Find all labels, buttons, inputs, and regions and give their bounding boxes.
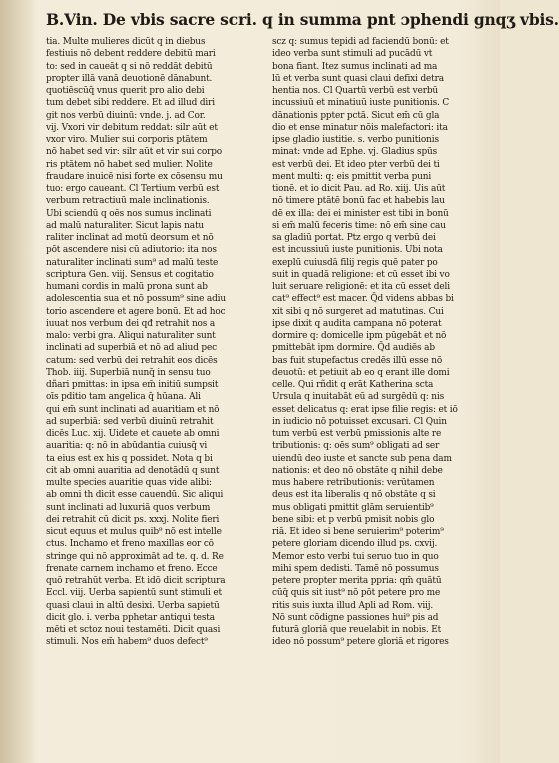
text-line: ipse dixit q audita campana nō poterat xyxy=(272,318,442,329)
text-line: nō timere ptātē bonū fac et habebis lau xyxy=(272,196,445,207)
text-line: suit in quadā religione: et cū esset ibi vo xyxy=(272,269,450,280)
text-line: ipse gladio iustitie. s. verbo punitionis xyxy=(272,135,439,145)
text-line: dicēs Luc. xij. Uidete et cauete ab omni xyxy=(46,429,220,439)
text-line: incussiuū et minatiuū iuste punitionis. C xyxy=(272,98,450,109)
text-line: ris ptātem nō habet sed mulier. Nolite xyxy=(46,159,213,170)
text-line: si em̄ malū feceris time: nō em̄ sine cau xyxy=(272,220,446,231)
text-line: nō habet sed vir: silr aūt et vir sui corpo xyxy=(46,147,223,158)
text-line: nationis: et deo nō obstāte q nihil debe xyxy=(272,465,443,476)
text-columns xyxy=(46,36,486,649)
text-line: propter illā vanā deuotionē dānabunt. xyxy=(46,73,213,84)
text-line: iuuat nos verbum dei qđ retrahit nos a xyxy=(46,318,216,329)
text-line: bene sibi: et p verbū pmisit nobis glo xyxy=(272,514,435,525)
text-line: tributionis: q: oēs sum⁹ obligati ad ser xyxy=(272,441,440,452)
text-line: Memor esto verbi tui seruo tuo in quo xyxy=(272,551,439,562)
text-line: ctus. Inchamo et freno maxillas eor cō xyxy=(46,539,214,550)
text-line: auaritia: q: nō in abūdantia cuiusq̄ vi xyxy=(46,441,208,452)
text-line: inclinati ad superbiā et nō ad aliud pec xyxy=(46,343,217,354)
text-line: frenate carnem inchamo et freno. Ecce xyxy=(46,563,218,574)
text-line: dñari pmittas: in ipsa em̄ initiū sumpsit xyxy=(46,380,219,390)
text-line: humani cordis in malū prona sunt ab xyxy=(46,282,208,292)
text-line: exeplū cuiusdā filij regis quē pater po xyxy=(272,257,438,268)
text-line: dicit glo. i. verba pphetar antiqui testa xyxy=(46,612,215,623)
text-line: ta eius est ex his q possidet. Nota q bi xyxy=(46,453,213,464)
text-line: deuotū: et petiuit ab eo q erant ille domi xyxy=(272,367,450,378)
text-line: festiuis nō debent reddere debitū mari xyxy=(46,49,216,60)
text-line: mus habere retributionis: verūtamen xyxy=(272,478,435,488)
text-line: qui em̄ sunt inclinati ad auaritiam et nō xyxy=(46,404,220,415)
text-line: naturaliter inclinati sum⁹ ad malū teste xyxy=(46,257,219,268)
text-line: ideo verba sunt stimuli ad pucādū vt xyxy=(272,49,433,60)
text-line: cat⁹ effect⁹ est macer. Q̄d videns abbas bi xyxy=(272,294,454,305)
text-line: ad malū naturaliter. Sicut lapis natu xyxy=(46,220,205,231)
text-line: pmittebāt ipm dormire. Q̄d audiēs ab xyxy=(272,343,435,354)
text-line: petere gloriam dicendo illud ps. cxvij. xyxy=(272,539,438,550)
text-line: sicut equus et mulus quib⁹ nō est intelle xyxy=(46,527,222,537)
text-line: ad superbiā: sed verbū diuinū retrahit xyxy=(46,416,214,427)
text-line: Nō sunt cōdigne passiones hui⁹ pis ad xyxy=(272,612,439,623)
text-line: sunt inclinati ad luxuriā quos verbum xyxy=(46,502,211,513)
text-line: deus est ita liberalis q nō obstāte q si xyxy=(272,490,436,501)
text-line: pōt ascendere nisi cū adiutorio: ita nos xyxy=(46,245,217,256)
text-line: multe species auaritie quas vide alibi: xyxy=(46,478,212,488)
text-line: catum: sed verbū dei retrahit eos dicēs xyxy=(46,355,218,366)
text-line: celle. Qui rñdit q erāt Katherina scta xyxy=(272,380,434,390)
text-line: mus obligati pmittit glām seruientib⁹ xyxy=(272,502,434,513)
text-line: in iudicio nō potuisset excusari. Cl Quin xyxy=(272,416,447,427)
text-line: raliter inclinat ad motū deorsum et nō xyxy=(46,233,214,243)
text-line: est verbū dei. Et ideo pter verbū dei ti xyxy=(272,159,440,170)
text-line: hentia nos. Cl Quartū verbū est verbū xyxy=(272,86,439,96)
text-line: oīs pditio tam angelica q̄ hūana. Ali xyxy=(46,392,201,403)
text-line: scz q: sumus tepidi ad faciendū bonū: et xyxy=(272,37,449,47)
text-line: riā. Et ideo si bene seruierim⁹ poterim⁹ xyxy=(272,527,444,537)
text-line: malo: verbi gra. Aliqui naturaliter sunt xyxy=(46,331,216,341)
text-line: fraudare inuicē nisi forte ex cōsensu mu xyxy=(46,171,223,182)
text-line: bas fuit stupefactus credēs illū esse nō xyxy=(272,355,443,366)
text-line: cit ab omni auaritia ad denotādū q sunt xyxy=(46,465,220,476)
text-line: mihi spem dedisti. Tamē nō possumus xyxy=(272,563,439,574)
binding-gutter xyxy=(0,0,34,763)
text-line: est incussiuū iuste punitionis. Ubi nota xyxy=(272,245,443,256)
left-column xyxy=(46,36,260,649)
text-line: scriptura Gen. viij. Sensus et cogitatio xyxy=(46,269,214,280)
text-line: esset delicatus q: erat ipse filie regis: et iō xyxy=(272,404,458,415)
text-line: minat: vnde ad Ephe. vj. Gladius spūs xyxy=(272,147,438,158)
running-header: B.Vin. De vbis sacre scri. q in summa pnt ɔphendi gnqʒ vbis. xyxy=(46,10,559,29)
text-line: tionē. et io dicit Pau. ad Ro. xiij. Uis aūt xyxy=(272,184,446,194)
text-line: Eccl. viij. Uerba sapientū sunt stimuli et xyxy=(46,588,222,599)
text-line: ment multi: q: eis pmittit verba puni xyxy=(272,171,432,182)
text-line: mēti et sctoz noui testamēti. Dicit quasi xyxy=(46,625,221,635)
text-line: tuo: ergo caueant. Cl Tertium verbū est xyxy=(46,184,220,194)
text-line: xit sibi q nō surgeret ad matutinas. Cui xyxy=(272,306,444,317)
text-line: Ubi sciendū q oēs nos sumus inclinati xyxy=(46,208,212,219)
text-line: quotiēscūq̄ vnus querit pro alio debi xyxy=(46,86,205,96)
text-line: futurā gloriā que reuelabit in nobis. Et xyxy=(272,625,442,635)
text-line: tia. Multe mulieres dicūt q in diebus xyxy=(46,37,206,47)
text-line: adolescentia sua et nō possum⁹ sine adiu xyxy=(46,294,226,305)
text-line: quō retrahūt verba. Et idō dicit scriptura xyxy=(46,576,226,586)
text-line: ab omni th dicit esse cauendū. Sic aliqui xyxy=(46,490,224,501)
right-column xyxy=(272,36,486,649)
text-line: Thob. iiij. Superbiā nunq̄ in sensu tuo xyxy=(46,367,211,378)
text-line: verbum retractiuū male inclinationis. xyxy=(46,196,210,207)
text-line: Ursula q inuitabāt eū ad surgēdū q: nis xyxy=(272,392,445,403)
text-line: sa gladiū portat. Ptz ergo q verbū dei xyxy=(272,233,436,243)
text-line: luit seruare religionē: et ita cū esset deli xyxy=(272,282,450,292)
text-line: vij. Vxori vir debitum reddat: silr aūt et xyxy=(46,122,218,133)
text-line: bona fiant. Itez sumus inclinati ad ma xyxy=(272,61,438,72)
text-line: petere propter merita ppria: qm̄ quātū xyxy=(272,576,442,586)
text-line: tum debet sibi reddere. Et ad illud diri xyxy=(46,98,215,109)
text-line: to: sed in caueāt q si nō reddāt debitū xyxy=(46,61,213,72)
text-line: dormire q: domicelle ipm pūgebāt et nō xyxy=(272,331,447,341)
text-line: ritis suis iuxta illud Apli ad Rom. viij. xyxy=(272,600,434,611)
text-line: torio ascendere et agere bonū. Et ad hoc xyxy=(46,306,226,317)
text-line: dio et ense minatur nōis malefactori: ita xyxy=(272,122,448,133)
text-line: dē ex illa: dei ei minister est tibi in bonū xyxy=(272,208,449,219)
text-line: dānationis ppter pctā. Sicut em̄ cū gla xyxy=(272,110,440,121)
text-line: dei retrahit cū dicit ps. xxxj. Nolite fieri xyxy=(46,514,220,525)
text-line: tum verbū est verbū pmissionis alte re xyxy=(272,429,442,439)
text-line: lū et verba sunt quasi claui defixi detra xyxy=(272,73,444,84)
text-line: cūq̄ quis sit iust⁹ nō pōt petere pro me xyxy=(272,588,441,599)
text-line: uiendū deo iuste et sancte sub pena dam xyxy=(272,453,452,464)
text-line: stringe qui nō approximāt ad te. q. d. Re xyxy=(46,551,224,562)
text-line: stimuli. Nos em̄ habem⁹ duos defect⁹ xyxy=(46,637,208,648)
text-line: quasi claui in altū desixi. Uerba sapietū xyxy=(46,600,220,611)
text-line: ideo nō possum⁹ petere gloriā et rigores xyxy=(272,637,449,648)
text-line: git nos verbū diuinū: vnde. j. ad Cor. xyxy=(46,110,206,121)
text-line: vxor viro. Mulier sui corporis ptātem xyxy=(46,135,208,145)
